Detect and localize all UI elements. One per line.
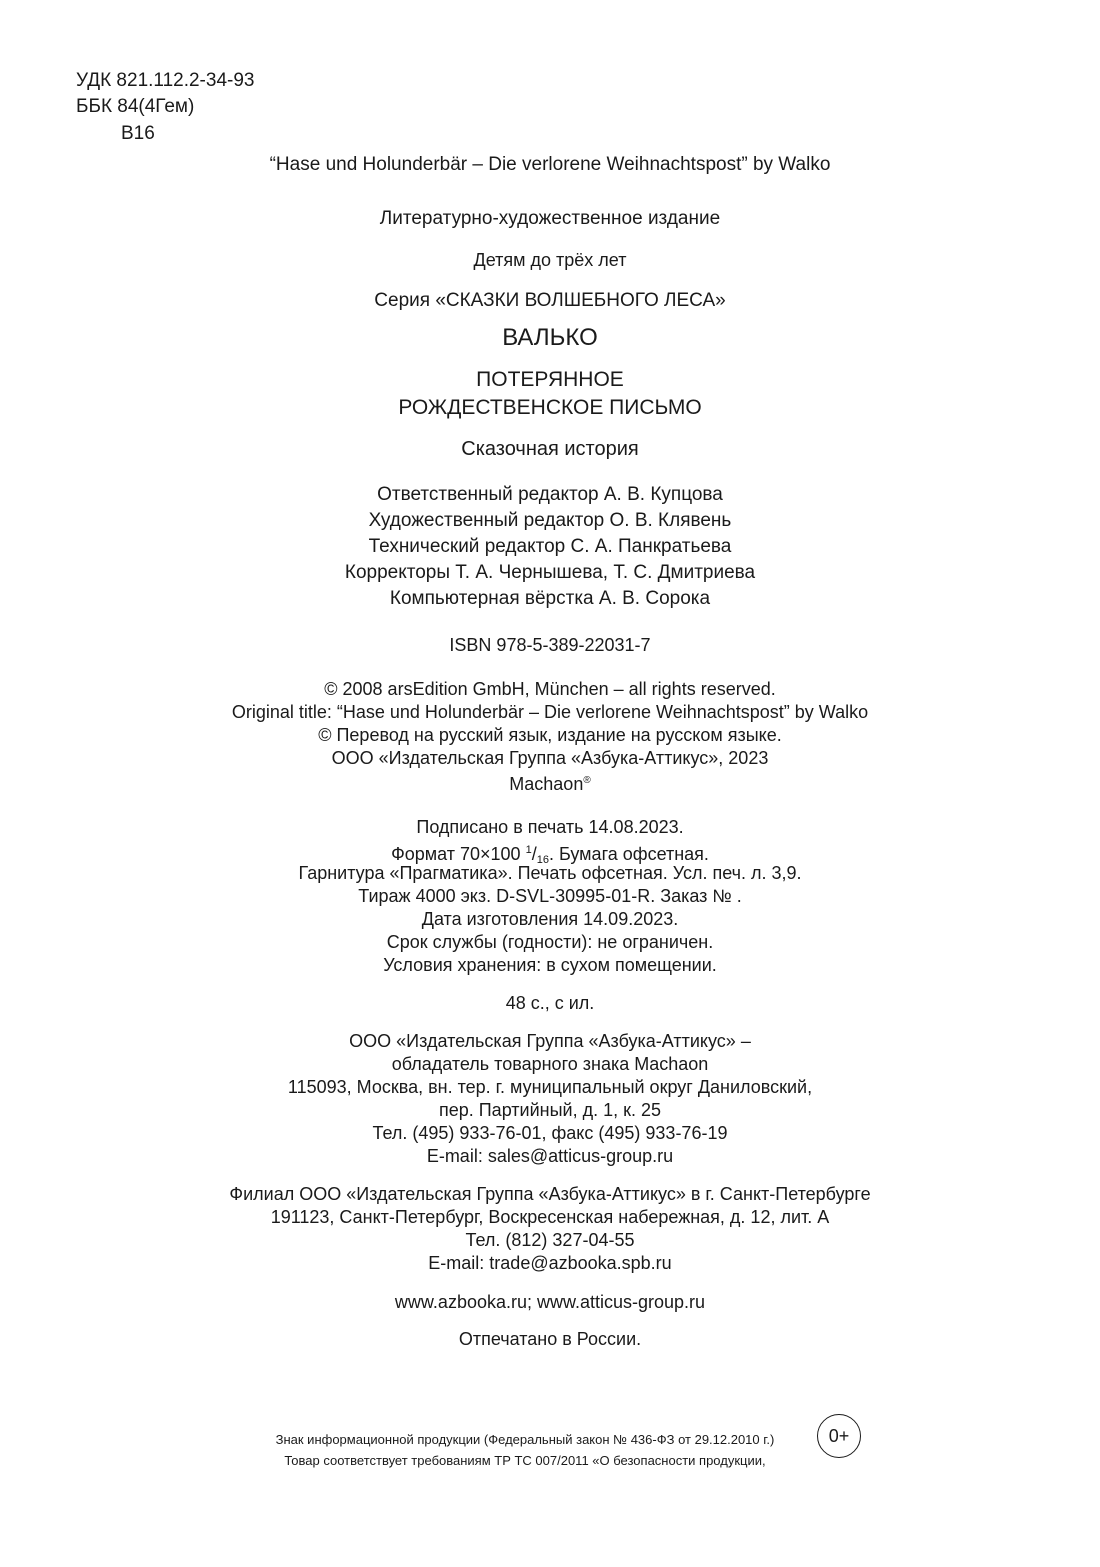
- staff-line: Технический редактор С. А. Панкратьева: [368, 536, 732, 557]
- title-line: ПОТЕРЯННОЕ: [476, 368, 624, 391]
- author-name: ВАЛЬКО: [502, 324, 598, 351]
- website-links: www.azbooka.ru; www.atticus-group.ru: [394, 1292, 706, 1312]
- title-line: РОЖДЕСТВЕНСКОЕ ПИСЬМО: [398, 396, 702, 419]
- info-product-sign: Знак информационной продукции (Федеральный закон № 436-ФЗ от 29.12.2010 г.): [275, 1432, 775, 1447]
- branch-line: Тел. (812) 327-04-55: [465, 1230, 635, 1250]
- registered-mark: ®: [583, 775, 591, 786]
- print-line: Гарнитура «Прагматика». Печать офсетная. Усл. печ. л. 3,9.: [298, 863, 802, 883]
- copyright-line: ООО «Издательская Группа «Азбука-Аттикус», 2023: [331, 748, 769, 768]
- subtitle: Сказочная история: [461, 438, 639, 460]
- signed-date: Подписано в печать 14.08.2023.: [416, 817, 684, 837]
- author-mark: В16: [121, 123, 155, 144]
- age-note: Детям до трёх лет: [473, 250, 627, 270]
- brand-name: Machaon: [509, 774, 584, 794]
- page-count: 48 с., с ил.: [505, 993, 595, 1013]
- publisher-line: Тел. (495) 933-76-01, факс (495) 933-76-19: [372, 1123, 728, 1143]
- isbn: ISBN 978-5-389-22031-7: [449, 635, 651, 655]
- copyright-line: © 2008 arsEdition GmbH, München – all rights reserved.: [324, 679, 776, 699]
- printed-in: Отпечатано в России.: [458, 1329, 642, 1349]
- copyright-line: © Перевод на русский язык, издание на русском языке.: [318, 725, 782, 745]
- branch-line: 191123, Санкт-Петербург, Воскресенская набережная, д. 12, лит. А: [270, 1207, 830, 1227]
- branch-email: E-mail: trade@azbooka.spb.ru: [428, 1253, 672, 1273]
- brand-line: [0, 768, 1100, 797]
- publisher-line: обладатель товарного знака Machaon: [391, 1054, 709, 1074]
- udk-code: УДК 821.112.2-34-93: [76, 70, 255, 91]
- edition-type: Литературно-художественное издание: [379, 208, 721, 229]
- publisher-line: 115093, Москва, вн. тер. г. муниципальный округ Даниловский,: [287, 1077, 813, 1097]
- conformity-note: Товар соответствует требованиям ТР ТС 007/2011 «О безопасности продукции,: [284, 1453, 766, 1468]
- publisher-line: ООО «Издательская Группа «Азбука-Аттикус» –: [349, 1031, 751, 1051]
- age-rating-badge: 0+: [817, 1414, 861, 1458]
- print-line: Дата изготовления 14.09.2023.: [421, 909, 679, 929]
- publisher-email: E-mail: sales@atticus-group.ru: [426, 1146, 674, 1166]
- copyright-line: Original title: “Hase und Holunderbär – Die verlorene Weihnachtspost” by Walko: [231, 702, 869, 722]
- original-credit: “Hase und Holunderbär – Die verlorene Weihnachtspost” by Walko: [269, 154, 831, 175]
- print-line: Срок службы (годности): не ограничен.: [386, 932, 714, 952]
- series-name: Серия «СКАЗКИ ВОЛШЕБНОГО ЛЕСА»: [374, 290, 726, 311]
- staff-line: Корректоры Т. А. Чернышева, Т. С. Дмитриева: [344, 562, 756, 583]
- print-line: Тираж 4000 экз. D-SVL-30995-01-R. Заказ № .: [358, 886, 742, 906]
- format-line: Формат 70×100 $^1$/16. Бумага офсетная.: [391, 844, 709, 866]
- publisher-line: пер. Партийный, д. 1, к. 25: [438, 1100, 662, 1120]
- staff-line: Компьютерная вёрстка А. В. Сорока: [389, 588, 711, 609]
- branch-line: Филиал ООО «Издательская Группа «Азбука-Аттикус» в г. Санкт-Петербурге: [229, 1184, 871, 1204]
- print-line: Условия хранения: в сухом помещении.: [383, 955, 717, 975]
- staff-line: Художественный редактор О. В. Клявень: [368, 510, 732, 531]
- bbk-code: ББК 84(4Гем): [76, 96, 195, 117]
- staff-line: Ответственный редактор А. В. Купцова: [377, 484, 723, 505]
